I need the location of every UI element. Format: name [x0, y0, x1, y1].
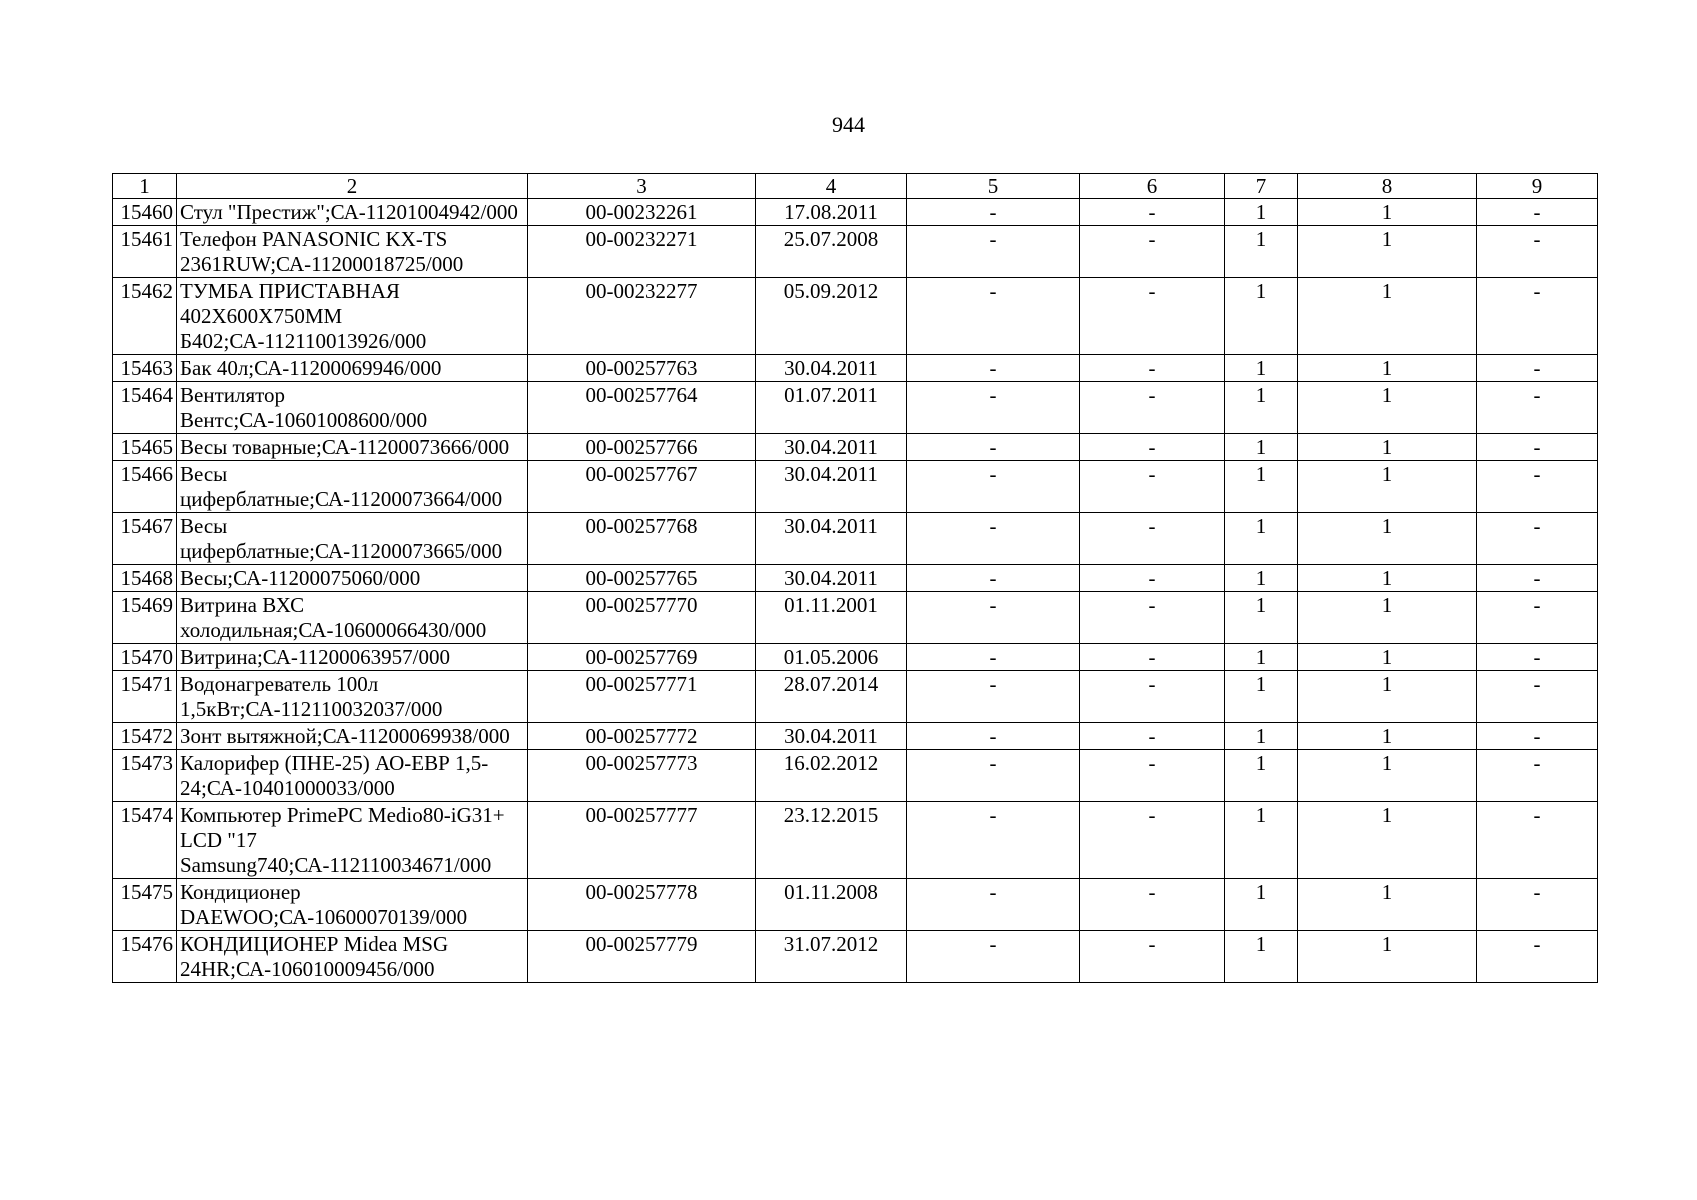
inventory-code-cell: 00-00257765: [528, 565, 756, 592]
column-5-cell: -: [907, 592, 1080, 644]
item-name-cell: Водонагреватель 100л 1,5кВт;СА-112110032037/000: [177, 671, 528, 723]
column-9-cell: -: [1477, 671, 1598, 723]
inventory-code-cell: 00-00232261: [528, 199, 756, 226]
column-9-cell: -: [1477, 565, 1598, 592]
column-7-cell: 1: [1225, 278, 1298, 355]
column-8-cell: 1: [1298, 382, 1477, 434]
column-5-cell: -: [907, 723, 1080, 750]
row-number-cell: 15467: [113, 513, 177, 565]
column-header-5: 5: [907, 174, 1080, 199]
table-row: [113, 434, 1598, 461]
item-name-cell: Телефон PANASONIC KX-TS 2361RUW;СА-11200018725/000: [177, 226, 528, 278]
table-row: [113, 565, 1598, 592]
item-name-cell: Зонт вытяжной;СА-11200069938/000: [177, 723, 528, 750]
table-row: [113, 750, 1598, 802]
column-9-cell: -: [1477, 278, 1598, 355]
column-7-cell: 1: [1225, 723, 1298, 750]
item-name-cell: Компьютер PrimePC Medio80-iG31+ LCD "17 Samsung740;СА-112110034671/000: [177, 802, 528, 879]
row-number-cell: 15463: [113, 355, 177, 382]
inventory-code-cell: 00-00257777: [528, 802, 756, 879]
column-8-cell: 1: [1298, 226, 1477, 278]
column-5-cell: -: [907, 382, 1080, 434]
column-6-cell: -: [1080, 382, 1225, 434]
column-7-cell: 1: [1225, 513, 1298, 565]
column-6-cell: -: [1080, 644, 1225, 671]
date-cell: 31.07.2012: [756, 931, 907, 983]
column-8-cell: 1: [1298, 671, 1477, 723]
column-7-cell: 1: [1225, 931, 1298, 983]
row-number-cell: 15472: [113, 723, 177, 750]
date-cell: 17.08.2011: [756, 199, 907, 226]
inventory-code-cell: 00-00257769: [528, 644, 756, 671]
column-9-cell: -: [1477, 513, 1598, 565]
row-number-cell: 15469: [113, 592, 177, 644]
column-8-cell: 1: [1298, 592, 1477, 644]
column-6-cell: -: [1080, 565, 1225, 592]
column-6-cell: -: [1080, 931, 1225, 983]
column-5-cell: -: [907, 278, 1080, 355]
table-row: [113, 226, 1598, 278]
column-5-cell: -: [907, 802, 1080, 879]
column-6-cell: -: [1080, 355, 1225, 382]
inventory-code-cell: 00-00257771: [528, 671, 756, 723]
date-cell: 01.11.2001: [756, 592, 907, 644]
column-5-cell: -: [907, 931, 1080, 983]
date-cell: 16.02.2012: [756, 750, 907, 802]
row-number-cell: 15470: [113, 644, 177, 671]
date-cell: 01.07.2011: [756, 382, 907, 434]
column-5-cell: -: [907, 226, 1080, 278]
date-cell: 01.11.2008: [756, 879, 907, 931]
row-number-cell: 15460: [113, 199, 177, 226]
column-header-7: 7: [1225, 174, 1298, 199]
table-row: [113, 879, 1598, 931]
date-cell: 01.05.2006: [756, 644, 907, 671]
row-number-cell: 15473: [113, 750, 177, 802]
table-body: [113, 174, 1598, 983]
column-9-cell: -: [1477, 723, 1598, 750]
column-8-cell: 1: [1298, 565, 1477, 592]
column-5-cell: -: [907, 644, 1080, 671]
column-7-cell: 1: [1225, 592, 1298, 644]
row-number-cell: 15461: [113, 226, 177, 278]
column-5-cell: -: [907, 434, 1080, 461]
column-6-cell: -: [1080, 879, 1225, 931]
column-6-cell: -: [1080, 592, 1225, 644]
item-name-cell: Витрина ВХС холодильная;СА-10600066430/000: [177, 592, 528, 644]
column-8-cell: 1: [1298, 879, 1477, 931]
row-number-cell: 15464: [113, 382, 177, 434]
column-header-6: 6: [1080, 174, 1225, 199]
table-row: [113, 592, 1598, 644]
column-6-cell: -: [1080, 434, 1225, 461]
column-6-cell: -: [1080, 513, 1225, 565]
column-9-cell: -: [1477, 592, 1598, 644]
column-8-cell: 1: [1298, 461, 1477, 513]
column-8-cell: 1: [1298, 802, 1477, 879]
item-name-cell: ТУМБА ПРИСТАВНАЯ 402Х600Х750ММ Б402;СА-112110013926/000: [177, 278, 528, 355]
column-8-cell: 1: [1298, 434, 1477, 461]
column-9-cell: -: [1477, 226, 1598, 278]
row-number-cell: 15471: [113, 671, 177, 723]
column-5-cell: -: [907, 355, 1080, 382]
inventory-code-cell: 00-00257768: [528, 513, 756, 565]
column-9-cell: -: [1477, 382, 1598, 434]
item-name-cell: КОНДИЦИОНЕР Midea MSG 24HR;СА-106010009456/000: [177, 931, 528, 983]
date-cell: 25.07.2008: [756, 226, 907, 278]
inventory-code-cell: 00-00257778: [528, 879, 756, 931]
column-5-cell: -: [907, 513, 1080, 565]
item-name-cell: Витрина;СА-11200063957/000: [177, 644, 528, 671]
column-header-3: 3: [528, 174, 756, 199]
column-5-cell: -: [907, 565, 1080, 592]
row-number-cell: 15462: [113, 278, 177, 355]
column-7-cell: 1: [1225, 355, 1298, 382]
inventory-code-cell: 00-00257766: [528, 434, 756, 461]
column-5-cell: -: [907, 199, 1080, 226]
row-number-cell: 15476: [113, 931, 177, 983]
table-header-row: [113, 174, 1598, 199]
column-7-cell: 1: [1225, 879, 1298, 931]
row-number-cell: 15465: [113, 434, 177, 461]
column-6-cell: -: [1080, 671, 1225, 723]
column-header-1: 1: [113, 174, 177, 199]
inventory-code-cell: 00-00232271: [528, 226, 756, 278]
item-name-cell: Калорифер (ПНЕ-25) АО-ЕВР 1,5-24;СА-10401000033/000: [177, 750, 528, 802]
table-row: [113, 723, 1598, 750]
column-9-cell: -: [1477, 931, 1598, 983]
date-cell: 30.04.2011: [756, 461, 907, 513]
date-cell: 05.09.2012: [756, 278, 907, 355]
column-header-2: 2: [177, 174, 528, 199]
column-9-cell: -: [1477, 644, 1598, 671]
column-6-cell: -: [1080, 226, 1225, 278]
asset-register-table: [112, 173, 1598, 983]
column-7-cell: 1: [1225, 644, 1298, 671]
date-cell: 30.04.2011: [756, 434, 907, 461]
column-8-cell: 1: [1298, 750, 1477, 802]
column-5-cell: -: [907, 461, 1080, 513]
column-9-cell: -: [1477, 199, 1598, 226]
table-row: [113, 802, 1598, 879]
table-row: [113, 513, 1598, 565]
item-name-cell: Весы;СА-11200075060/000: [177, 565, 528, 592]
inventory-code-cell: 00-00257763: [528, 355, 756, 382]
item-name-cell: Стул "Престиж";СА-11201004942/000: [177, 199, 528, 226]
date-cell: 30.04.2011: [756, 513, 907, 565]
row-number-cell: 15474: [113, 802, 177, 879]
column-8-cell: 1: [1298, 513, 1477, 565]
row-number-cell: 15468: [113, 565, 177, 592]
column-7-cell: 1: [1225, 750, 1298, 802]
inventory-code-cell: 00-00257764: [528, 382, 756, 434]
table-row: [113, 461, 1598, 513]
column-6-cell: -: [1080, 723, 1225, 750]
column-header-8: 8: [1298, 174, 1477, 199]
column-7-cell: 1: [1225, 199, 1298, 226]
column-9-cell: -: [1477, 879, 1598, 931]
column-9-cell: -: [1477, 461, 1598, 513]
table-row: [113, 199, 1598, 226]
column-9-cell: -: [1477, 750, 1598, 802]
column-9-cell: -: [1477, 355, 1598, 382]
column-7-cell: 1: [1225, 671, 1298, 723]
table-row: [113, 644, 1598, 671]
column-9-cell: -: [1477, 802, 1598, 879]
column-8-cell: 1: [1298, 199, 1477, 226]
item-name-cell: Весы товарные;СА-11200073666/000: [177, 434, 528, 461]
date-cell: 28.07.2014: [756, 671, 907, 723]
column-6-cell: -: [1080, 278, 1225, 355]
inventory-code-cell: 00-00257770: [528, 592, 756, 644]
date-cell: 30.04.2011: [756, 723, 907, 750]
date-cell: 23.12.2015: [756, 802, 907, 879]
date-cell: 30.04.2011: [756, 565, 907, 592]
column-7-cell: 1: [1225, 434, 1298, 461]
column-5-cell: -: [907, 671, 1080, 723]
column-7-cell: 1: [1225, 565, 1298, 592]
row-number-cell: 15466: [113, 461, 177, 513]
item-name-cell: Кондиционер DAEWOO;СА-10600070139/000: [177, 879, 528, 931]
table-row: [113, 278, 1598, 355]
item-name-cell: Вентилятор Вентс;СА-10601008600/000: [177, 382, 528, 434]
column-8-cell: 1: [1298, 931, 1477, 983]
column-7-cell: 1: [1225, 226, 1298, 278]
column-6-cell: -: [1080, 802, 1225, 879]
column-8-cell: 1: [1298, 644, 1477, 671]
column-6-cell: -: [1080, 199, 1225, 226]
inventory-code-cell: 00-00257779: [528, 931, 756, 983]
column-8-cell: 1: [1298, 278, 1477, 355]
table-row: [113, 382, 1598, 434]
item-name-cell: Бак 40л;СА-11200069946/000: [177, 355, 528, 382]
column-8-cell: 1: [1298, 355, 1477, 382]
table-row: [113, 931, 1598, 983]
page-number: 944: [832, 112, 865, 137]
inventory-code-cell: 00-00232277: [528, 278, 756, 355]
item-name-cell: Весы циферблатные;СА-11200073664/000: [177, 461, 528, 513]
column-5-cell: -: [907, 879, 1080, 931]
column-header-4: 4: [756, 174, 907, 199]
column-6-cell: -: [1080, 750, 1225, 802]
item-name-cell: Весы циферблатные;СА-11200073665/000: [177, 513, 528, 565]
table-row: [113, 355, 1598, 382]
column-7-cell: 1: [1225, 461, 1298, 513]
column-8-cell: 1: [1298, 723, 1477, 750]
column-7-cell: 1: [1225, 802, 1298, 879]
table-row: [113, 671, 1598, 723]
inventory-code-cell: 00-00257772: [528, 723, 756, 750]
date-cell: 30.04.2011: [756, 355, 907, 382]
column-9-cell: -: [1477, 434, 1598, 461]
row-number-cell: 15475: [113, 879, 177, 931]
column-7-cell: 1: [1225, 382, 1298, 434]
column-header-9: 9: [1477, 174, 1598, 199]
column-6-cell: -: [1080, 461, 1225, 513]
column-5-cell: -: [907, 750, 1080, 802]
inventory-code-cell: 00-00257773: [528, 750, 756, 802]
inventory-code-cell: 00-00257767: [528, 461, 756, 513]
